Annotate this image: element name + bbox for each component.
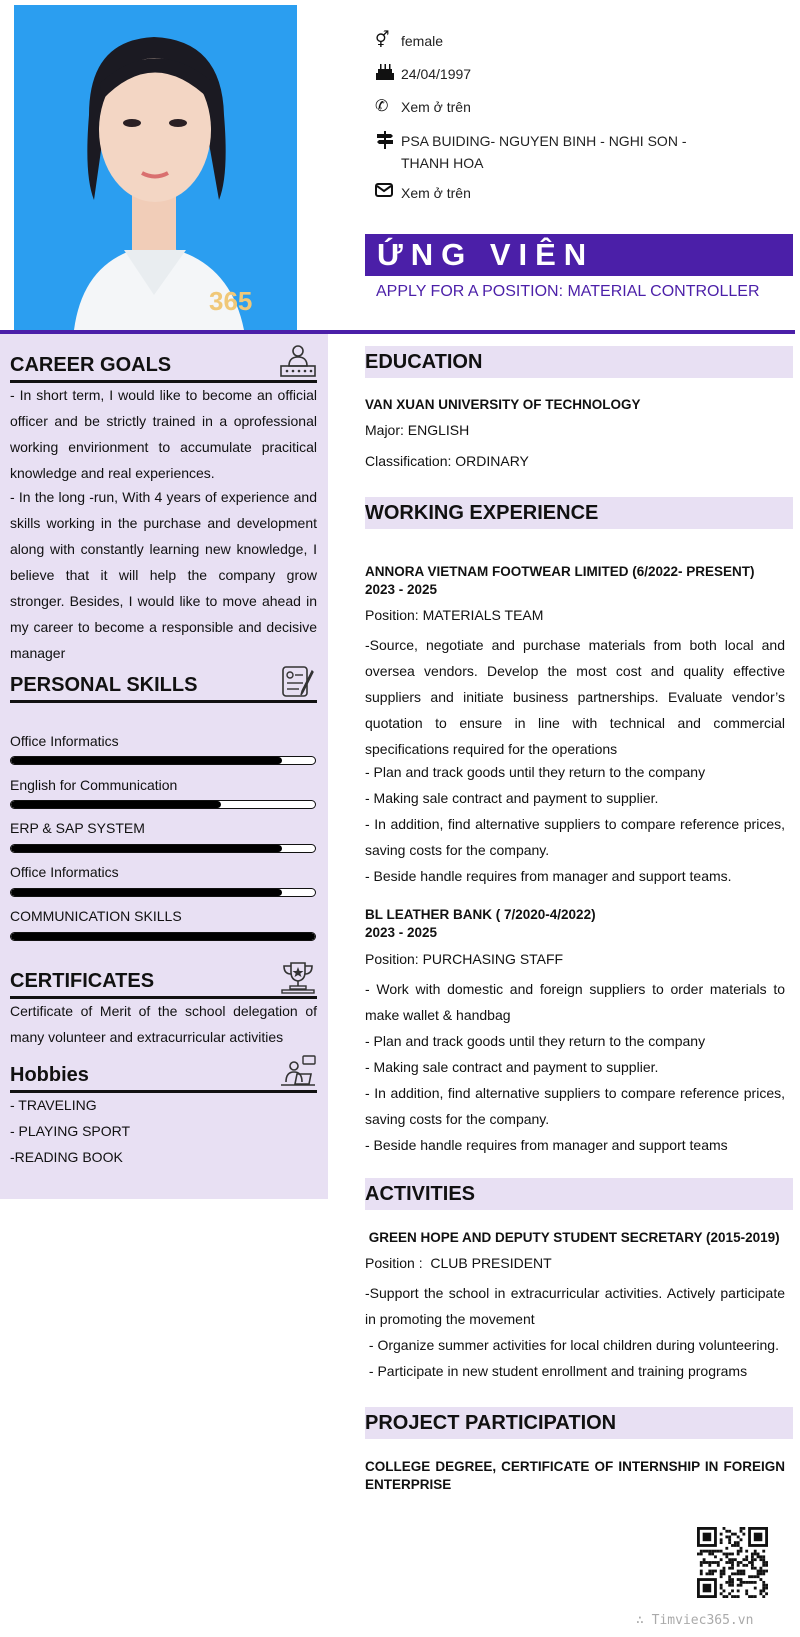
job-duty: - In addition, find alternative suppliers to compare reference prices, saving costs for the company. (365, 1085, 785, 1127)
watermark: ∴ Timviec365.vn (636, 1613, 754, 1628)
hobbies-title: Hobbies (10, 1064, 89, 1086)
personal-skills-title: PERSONAL SKILLS (10, 674, 198, 696)
job-company: BL LEATHER BANK ( 7/2020-4/2022) (365, 907, 596, 922)
job-position: Position: PURCHASING STAFF (365, 951, 564, 967)
activity-line: -Support the school in extracurricular activities. Actively participate in promoting the movement (365, 1285, 785, 1327)
skill-name: COMMUNICATION SKILLS (10, 908, 182, 924)
job-company: ANNORA VIETNAM FOOTWEAR LIMITED (6/2022- PRESENT) (365, 564, 755, 579)
skill-name: Office Informatics (10, 864, 119, 880)
career-goals-short-term: - In short term, I would like to become an official officer and be strictly trained in a oprofessional working envirionment to accumulate pracitical knowledge and real experiences. (10, 387, 317, 481)
career-goals-title: CAREER GOALS (10, 354, 172, 376)
job-duty: - Beside handle requires from manager and support teams. (365, 868, 732, 884)
gender-icon: ⚥ (375, 32, 390, 49)
job-years: 2023 - 2025 (365, 925, 438, 940)
qr-code (697, 1527, 768, 1598)
career-goals-heading (10, 350, 317, 383)
contact-gender (375, 30, 695, 52)
hobby-item: - PLAYING SPORT (10, 1123, 131, 1139)
activity-position: Position : CLUB PRESIDENT (365, 1255, 552, 1271)
skill-name: Office Informatics (10, 733, 119, 749)
skill-bar-fill (11, 801, 221, 808)
skill-bar-fill (11, 845, 282, 852)
hobby-item: - TRAVELING (10, 1097, 97, 1113)
job-duty: - In addition, find alternative suppliers to compare reference prices, saving costs for the company. (365, 816, 785, 858)
presenter-icon (279, 344, 317, 378)
education-major: Major: ENGLISH (365, 422, 470, 438)
activity-line: - Participate in new student enrollment and training programs (365, 1363, 748, 1379)
signpost-icon (375, 130, 401, 157)
hobby-item: -READING BOOK (10, 1149, 123, 1165)
job-duty: - Plan and track goods until they return to the company (365, 764, 706, 780)
job-duty: -Source, negotiate and purchase materials from both local and oversea vendors. Develop the most cost and quality effective suppliers and initiate business partnerships. Evaluate vendor’s quotation to ensure in line with technical and commercial specifications required for the operations (365, 637, 785, 757)
laptop-person-icon (279, 1054, 317, 1088)
job-years: 2023 - 2025 (365, 582, 438, 597)
skill-name: ERP & SAP SYSTEM (10, 820, 145, 836)
trophy-icon (279, 960, 317, 994)
job-duty: - Beside handle requires from manager and support teams (365, 1137, 728, 1153)
profile-photo (14, 5, 297, 330)
hobbies-heading (10, 1060, 317, 1093)
job-duty: - Making sale contract and payment to supplier. (365, 1059, 659, 1075)
job-duty: - Making sale contract and payment to supplier. (365, 790, 659, 806)
skill-bar-fill (11, 933, 315, 940)
contact-address (375, 130, 695, 174)
activity-title: GREEN HOPE AND DEPUTY STUDENT SECRETARY (2015-2019) (365, 1230, 780, 1245)
skill-bar (10, 844, 316, 853)
qr-code-graphic (697, 1527, 768, 1598)
skill-bar-fill (11, 889, 282, 896)
personal-skills-heading (10, 670, 317, 703)
birthday-cake-icon (375, 63, 401, 88)
apply-position: APPLY FOR A POSITION: MATERIAL CONTROLLER (376, 283, 760, 300)
birthday-value: 24/04/1997 (401, 66, 472, 82)
candidate-banner: ỨNG VIÊN (365, 234, 793, 276)
svg-text:365: 365 (209, 286, 253, 316)
address-value: PSA BUIDING- NGUYEN BINH - NGHI SON - THANH HOA (401, 133, 687, 171)
email-value: Xem ở trên (401, 185, 471, 201)
activities-heading: ACTIVITIES (365, 1178, 793, 1210)
skill-bar (10, 888, 316, 897)
education-classification: Classification: ORDINARY (365, 453, 529, 469)
certificates-title: CERTIFICATES (10, 970, 155, 992)
candidate-portrait (14, 5, 297, 330)
certificates-heading (10, 966, 317, 999)
project-participation-heading: PROJECT PARTICIPATION (365, 1407, 793, 1439)
phone-icon: ✆ (375, 98, 389, 115)
education-school: VAN XUAN UNIVERSITY OF TECHNOLOGY (365, 397, 641, 412)
envelope-icon (375, 182, 401, 205)
skill-name: English for Communication (10, 777, 178, 793)
job-position: Position: MATERIALS TEAM (365, 607, 544, 623)
working-experience-heading: WORKING EXPERIENCE (365, 497, 793, 529)
contact-phone (375, 96, 695, 118)
contact-birthday (375, 63, 695, 88)
activity-line: - Organize summer activities for local children during volunteering. (365, 1337, 779, 1353)
skill-bar (10, 932, 316, 941)
career-goals-long-term: - In the long -run, With 4 years of experience and skills working in the purchase and development along with constantly learning new knowledge, I believe that it will help the company grow stronger. Besides, I would like to move ahead in my career to become a responsible and decisive manager (10, 489, 317, 661)
skill-bar (10, 756, 316, 765)
contact-email (375, 182, 695, 205)
job-duty: - Work with domestic and foreign suppliers to order materials to make wallet & handbag (365, 981, 785, 1023)
project-text: COLLEGE DEGREE, CERTIFICATE OF INTERNSHIP IN FOREIGN ENTERPRISE (365, 1459, 785, 1492)
phone-value: Xem ở trên (401, 99, 471, 115)
education-heading: EDUCATION (365, 346, 793, 378)
skill-bar (10, 800, 316, 809)
clipboard-pen-icon (279, 664, 317, 698)
gender-value: female (401, 33, 444, 49)
job-duty: - Plan and track goods until they return to the company (365, 1033, 706, 1049)
certificates-text: Certificate of Merit of the school delegation of many volunteer and extracurricular activities (10, 1003, 317, 1045)
skill-bar-fill (11, 757, 282, 764)
